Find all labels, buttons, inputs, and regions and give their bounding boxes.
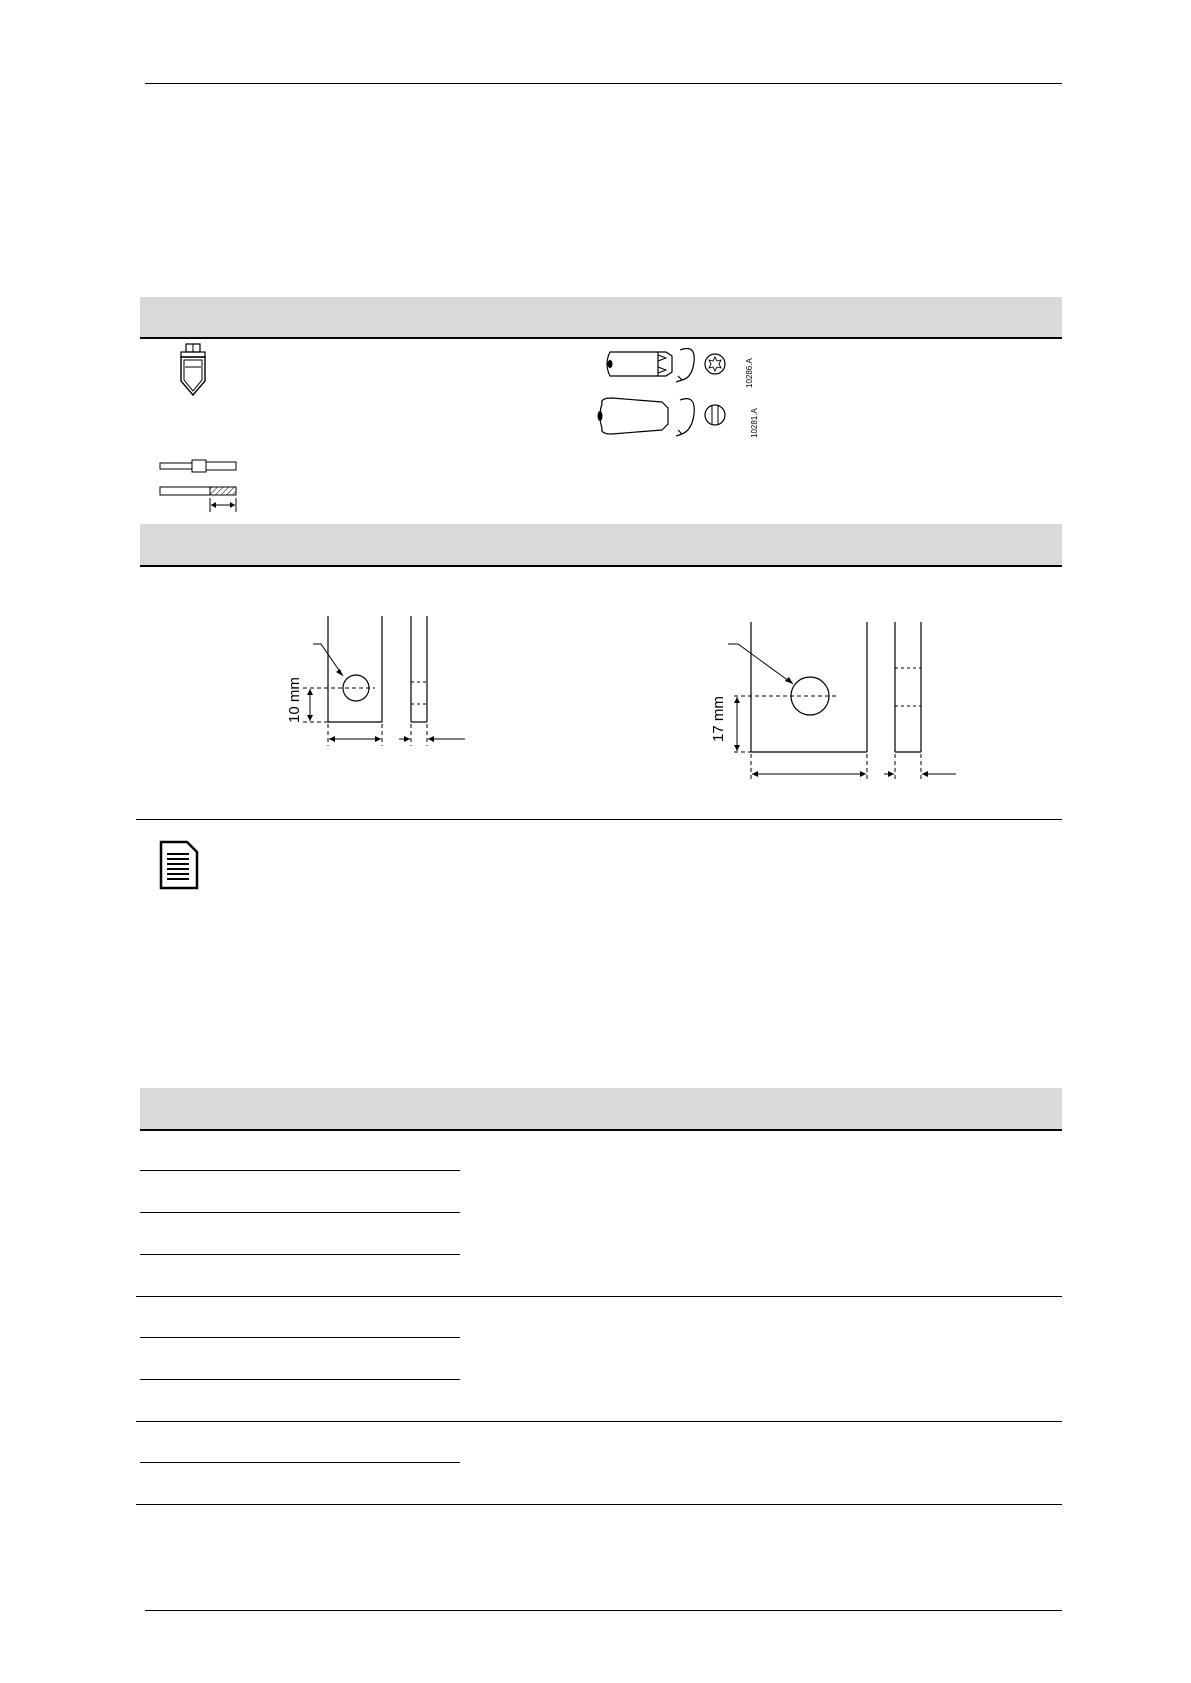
table3-header-rule [140,1129,1062,1131]
flat-drawing-code [748,400,760,440]
header-rule [145,83,1062,84]
footer-rule [145,1610,1062,1611]
svg-text:10286.A: 10286.A [745,358,754,388]
table3-row-rule [140,1462,460,1463]
table3-row-rule [140,1212,460,1213]
torx-drawing-code [743,350,755,390]
table2-bottom-rule [136,819,1062,820]
torx-screwdriver-icon [600,344,760,384]
table3-row-rule [140,1379,460,1380]
table3-row-rule [140,1337,460,1338]
table3-row-rule [140,1254,460,1255]
svg-text:10281.A: 10281.A [750,408,759,438]
table3-bottom-rule [136,1504,1062,1505]
dimension-label-17mm: 17 mm [710,696,727,742]
table3-row-rule [140,1170,460,1171]
table2-header-band [140,524,1062,565]
flat-screwdriver-icon [592,394,742,438]
busbar-drawing-small [275,610,475,760]
table3-group-rule [136,1296,1062,1297]
table1-header-rule [140,337,1062,339]
terminal-clamp-icon [176,343,210,399]
table1-header-band [140,297,1062,337]
note-document-icon [159,840,199,890]
busbar-drawing-large [700,618,960,783]
dimension-label-10mm: 10 mm [286,677,303,723]
table3-group-rule [136,1421,1062,1422]
table2-header-rule [140,565,1062,567]
stripped-wire-icon [158,484,240,514]
wire-ferrule-icon [158,459,240,473]
table3-header-band [140,1088,1062,1129]
